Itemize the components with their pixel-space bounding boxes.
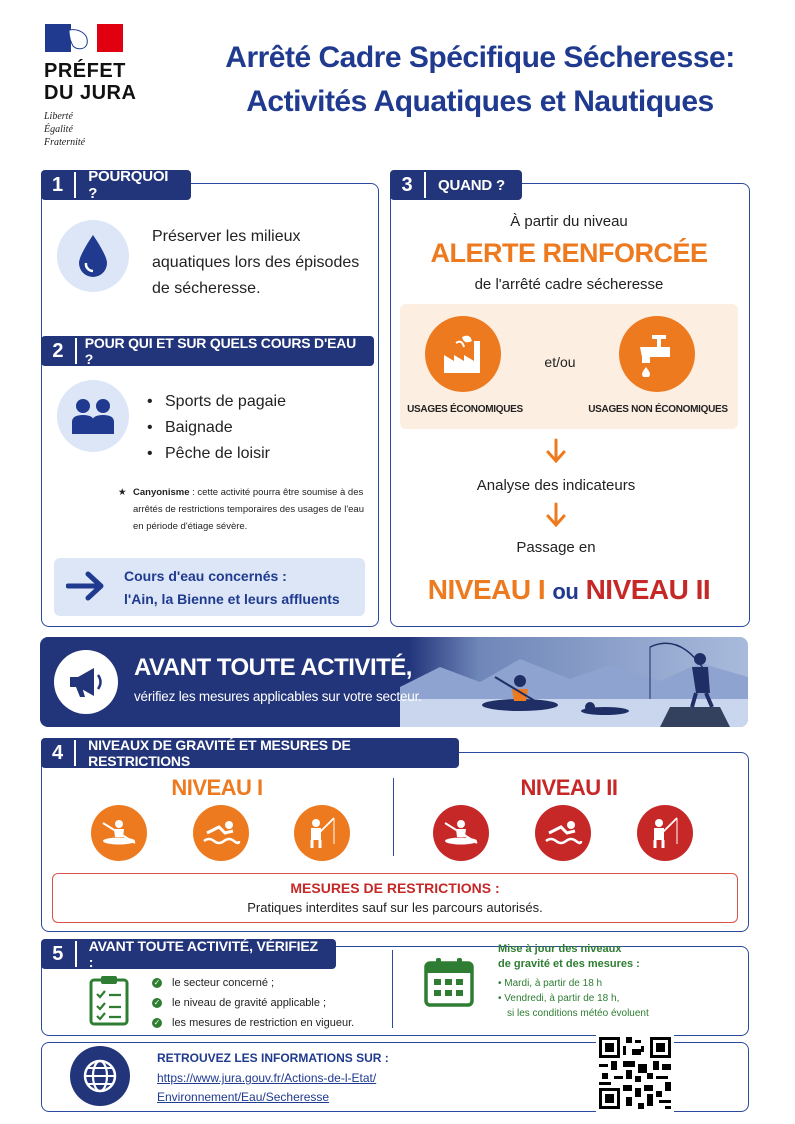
section-3-number: 3 [390,172,426,198]
info-link[interactable] [157,1069,376,1107]
logo-line1: PRÉFET [44,60,126,82]
from-level-text: À partir du niveau [510,213,628,230]
section-3-tag [390,170,522,200]
analysis-text: Analyse des indicateurs [476,477,636,494]
logo-line2: DU JURA [44,82,137,104]
arrow-down-icon [545,502,567,533]
canyonisme-note [118,484,366,535]
rivers-line2: l'Ain, la Bienne et leurs affluents [124,591,340,607]
activity-banner [40,637,748,727]
motto-egalite: Égalité [44,124,73,135]
list-item: ✓ le secteur concerné ; [153,977,275,989]
section-1-text: Préserver les milieux aquatiques lors des épisodes de sécheresse. [152,228,360,297]
section-3-title: QUAND ? [438,176,505,194]
list-item: • Mardi, à partir de 18 h [498,978,603,989]
rivers-line1: Cours d'eau concernés : [124,568,287,584]
list-item: • Pêche de loisir [147,441,286,467]
restrictions-text: Pratiques interdites sauf sur les parcours autorisés. [247,900,543,915]
people-icon [57,380,129,452]
tap-icon [619,316,695,392]
section-2-number: 2 [41,338,77,364]
note-star: ★ [118,487,127,498]
level2-heading: NIVEAU II [520,775,618,800]
checklist-icon [88,974,130,1031]
restrictions-box [52,873,738,923]
section-5-number: 5 [41,941,77,967]
level2-result: NIVEAU II [585,574,711,605]
marianne-logo [45,24,123,52]
motto-fraternite: Fraternité [44,137,86,148]
motto-liberte: Liberté [44,111,73,122]
qr-code[interactable] [596,1034,674,1112]
section-5-divider [392,950,393,1028]
arrow-down-icon [545,438,567,469]
footer-label: RETROUVEZ LES INFORMATIONS SUR : [157,1051,389,1065]
list-item: • Sports de pagaie [147,389,286,415]
section-5-tag [41,939,336,969]
page-title [190,36,770,124]
or-word: ou [552,579,579,604]
republic-motto [44,110,85,149]
fishing-icon [637,805,693,861]
swimming-icon [535,805,591,861]
usage-noneconomic-label: USAGES NON ÉCONOMIQUES [588,404,728,415]
update-info [498,942,649,1021]
megaphone-icon [54,650,118,714]
note-text: : cette activité pourra être soumise à des arrêtés de restrictions temporaires des usages de l'eau en période d'étiage sévère. [133,487,364,532]
list-item: ✓ le niveau de gravité applicable ; [153,997,327,1009]
water-drop-icon [57,220,129,292]
section-2-title: POUR QUI ET SUR QUELS COURS D'EAU ? [84,335,357,367]
section-4-number: 4 [41,740,76,766]
note-bold: Canyonisme [133,487,190,498]
arrow-right-icon [66,569,106,608]
factory-icon [425,316,501,392]
rivers-box [54,558,365,616]
section-2-tag [41,336,374,366]
title-line1: Arrêté Cadre Spécifique Sécheresse: [225,41,735,74]
list-item: si les conditions météo évoluent [507,1008,649,1019]
title-line2: Activités Aquatiques et Nautiques [246,85,714,118]
restrictions-title: MESURES DE RESTRICTIONS : [290,880,500,896]
of-decree-text: de l'arrêté cadre sécheresse [474,276,664,293]
check-icon: ✓ [153,998,161,1007]
levels-result [390,574,748,606]
section-4-tag [41,738,459,768]
and-or-text: et/ou [544,354,576,370]
globe-icon [70,1046,130,1106]
banner-title: AVANT TOUTE ACTIVITÉ, [134,654,412,681]
kayak-icon [433,805,489,861]
fishing-icon [294,805,350,861]
check-icon: ✓ [153,1018,161,1027]
passage-text: Passage en [516,539,596,556]
section-5-title: AVANT TOUTE ACTIVITÉ, VÉRIFIEZ : [88,938,318,970]
swimming-icon [193,805,249,861]
update-line1: Mise à jour des niveaux [498,943,622,955]
alert-level-name: ALERTE RENFORCÉE [430,238,708,268]
section-1-number: 1 [41,172,76,198]
list-item: • Vendredi, à partir de 18 h, [498,993,620,1004]
section-1-tag [41,170,191,200]
lake-scene-illustration [400,637,748,727]
update-line2: de gravité et des mesures : [498,958,640,970]
prefet-logo-text [44,60,136,104]
banner-subtitle: vérifiez les mesures applicables sur votre secteur. [134,689,422,704]
section-1-title: POURQUOI ? [88,168,169,202]
section-4-title: NIVEAUX DE GRAVITÉ ET MESURES DE RESTRICTIONS [88,737,351,769]
link-line2[interactable]: Environnement/Eau/Secheresse [157,1090,330,1104]
usage-economic-label: USAGES ÉCONOMIQUES [407,404,523,415]
activity-list [147,389,286,467]
kayak-icon [91,805,147,861]
level1-heading: NIVEAU I [171,775,263,800]
link-line1[interactable]: https://www.jura.gouv.fr/Actions-de-l-Etat/ [157,1071,377,1085]
list-item: ✓ les mesures de restriction en vigueur. [153,1017,355,1029]
list-item: • Baignade [147,415,286,441]
level1-result: NIVEAU I [427,574,546,605]
check-icon: ✓ [153,978,161,987]
calendar-icon [423,956,475,1013]
check-list [152,973,354,1033]
